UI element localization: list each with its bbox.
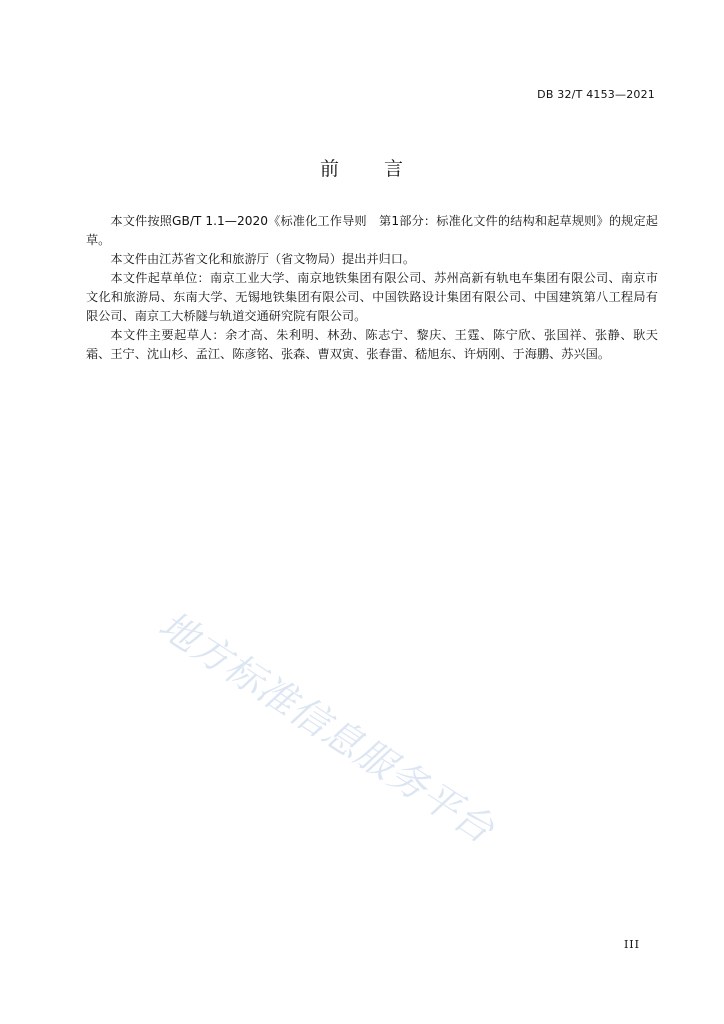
paragraph-drafting-units: 本文件起草单位：南京工业大学、南京地铁集团有限公司、苏州高新有轨电车集团有限公司、南京市文化和旅游局、东南大学、无锡地铁集团有限公司、中国铁路设计集团有限公司、中国建筑第八工程局有限公司、南京工大桥隧与轨道交通研究院有限公司。	[86, 271, 658, 323]
title-char-2: 言	[384, 158, 405, 180]
title-char-1: 前	[319, 158, 340, 180]
foreword-body	[86, 212, 658, 364]
page-title	[0, 154, 724, 181]
paragraph-main-drafters: 本文件主要起草人：余才高、朱利明、林劲、陈志宁、黎庆、王霆、陈宁欣、张国祥、张静、耿天霜、王宁、沈山杉、孟江、陈彦铭、张森、曹双寅、张春雷、嵇旭东、许炳刚、于海鹏、苏兴国。	[86, 328, 658, 361]
paragraph-drafting-basis: 本文件按照GB/T 1.1—2020《标准化工作导则 第1部分：标准化文件的结构和起草规则》的规定起草。	[86, 214, 658, 247]
watermark: 地方标准信息服务平台	[151, 602, 503, 852]
document-id: DB 32/T 4153—2021	[537, 88, 655, 101]
page-number: III	[623, 938, 640, 951]
paragraph-proposer: 本文件由江苏省文化和旅游厅（省文物局）提出并归口。	[110, 252, 416, 266]
